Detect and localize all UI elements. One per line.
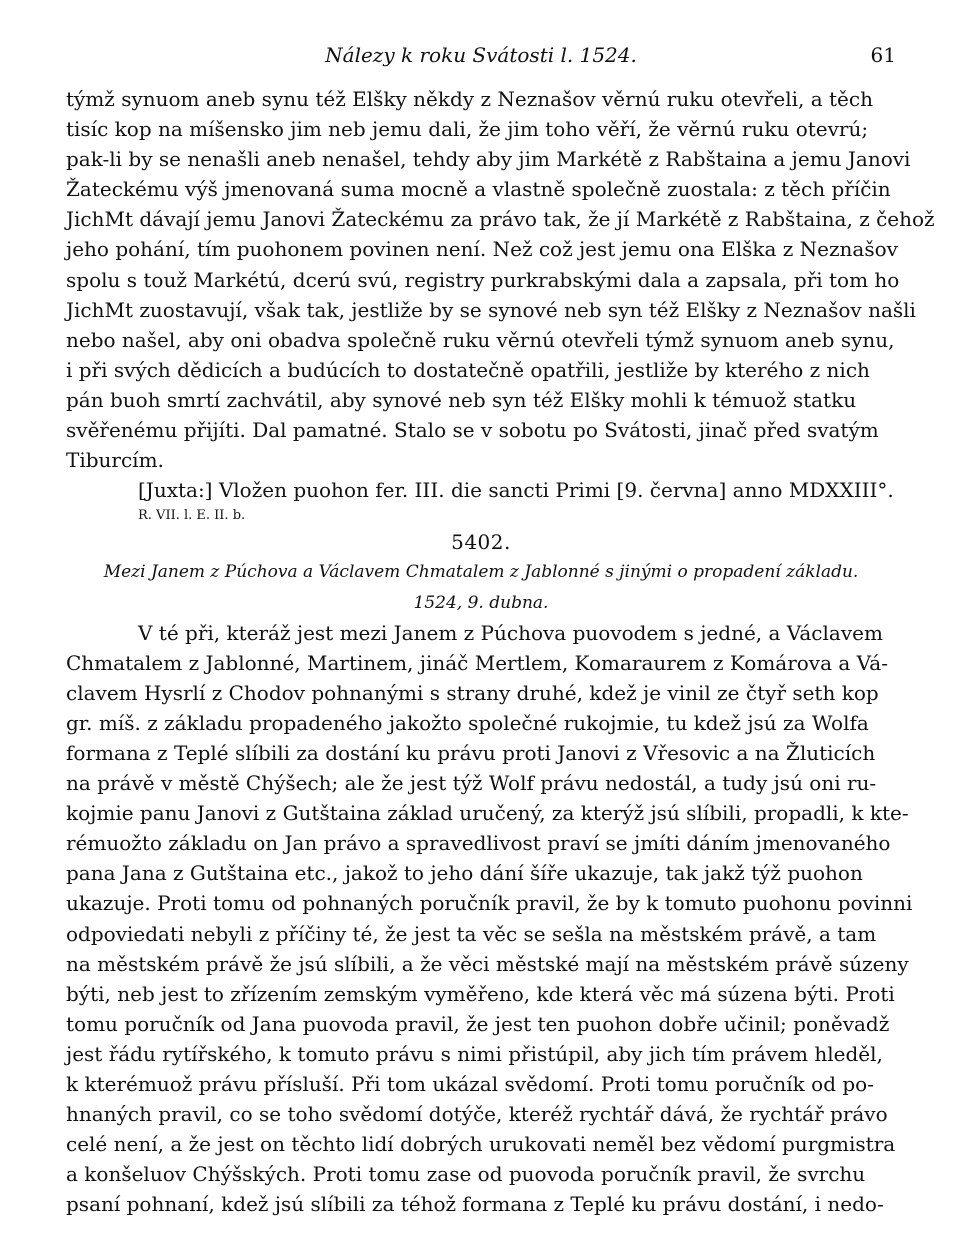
text-line: svěřenému přijíti. Dal pamatné. Stalo se v sobotu po Svátosti, jinač před svatým xyxy=(66,418,879,443)
text-line: hnaných pravil, co se toho svědomí dotýče, kteréž rychtář dává, že rychtář právo xyxy=(66,1102,888,1127)
text-line: Chmatalem z Jablonné, Martinem, jináč Mertlem, Komaraurem z Komárova a Vá- xyxy=(66,650,888,675)
text-line: týmž synuom aneb synu též Elšky někdy z Neznašov věrnú ruku otevřeli, a těch xyxy=(66,87,873,111)
text-line: nebo našel, aby oni obadva společně ruku věrnú otevřeli týmž synuom aneb synu, xyxy=(66,327,895,352)
page-number: 61 xyxy=(870,43,896,67)
entry-date: 1524, 9. dubna. xyxy=(413,592,549,613)
text-line: rémuožto základu on Jan právo a spravedlivost praví se jmíti dáním jmenovaného xyxy=(66,831,891,856)
text-line: i při svých dědicích a budúcích to dostatečně opatřili, jestliže by kterého z nich xyxy=(66,357,870,382)
entry-title: Mezi Janem z Púchova a Václavem Chmatalem z Jablonné s jinými o propadení základu. xyxy=(103,562,859,583)
text-line: Žateckému výš jmenovaná suma mocně a vlastně společně zuostala: z těch příčin xyxy=(66,177,891,202)
text-line: kojmie panu Janovi z Gutštaina základ uručený, za kterýž jsú slíbili, propadli, k kte- xyxy=(66,801,909,826)
text-line: psaní pohnaní, kdež jsú slíbili za téhož formana z Teplé ku právu dostání, i nedo- xyxy=(66,1192,884,1217)
running-head xyxy=(66,40,896,70)
running-title: Nálezy k roku Svátosti l. 1524. xyxy=(325,43,637,67)
text-line: jeho pohání, tím puohonem povinen není. Než což jest jemu ona Elška z Neznašov xyxy=(66,237,898,262)
text-line: formana z Teplé slíbili za dostání ku právu proti Janovi z Vřesovic a na Žluticích xyxy=(66,740,876,765)
text-line: celé není, a že jest on těchto lidí dobrých urukovati neměl bez vědomí purgmistra xyxy=(66,1132,896,1157)
text-line: ukazuje. Proti tomu od pohnaných poručník pravil, že by k tomuto puohonu povinni xyxy=(66,891,913,916)
register-reference: R. VII. l. E. II. b. xyxy=(138,508,246,524)
text-line: tisíc kop na míšensko jim neb jemu dali, že jim toho věří, že věrnú ruku otevrú; xyxy=(66,117,869,142)
text-line: a konšeluov Chýšských. Proti tomu zase od puovoda poručník pravil, že svrchu xyxy=(66,1162,866,1187)
text-line: clavem Hysrlí z Chodov pohnanými s strany druhé, kdež je vinil ze čtyř seth kop xyxy=(66,680,879,705)
text-line: V té při, kteráž jest mezi Janem z Púchova puovodem s jedné, a Václavem xyxy=(138,620,883,645)
text-line: jest řádu rytířského, k tomuto právu s nimi přistúpil, aby jich tím právem hleděl, xyxy=(66,1041,883,1066)
text-line: pak-li by se nenašli aneb nenašel, tehdy aby jim Markétě z Rabštaina a jemu Janovi xyxy=(66,147,911,172)
text-line: pana Jana z Gutštaina etc., jakož to jeho dání šíře ukazuje, tak jakž týž puohon xyxy=(66,861,863,886)
text-line: gr. míš. z základu propadeného jakožto společné rukojmie, tu kdež jsú za Wolfa xyxy=(66,710,869,735)
text-line: Tiburcím. xyxy=(66,448,164,473)
text-line: pán buoh smrtí zachvátil, aby synové neb syn též Elšky mohli k témuož statku xyxy=(66,387,857,412)
entry-number: 5402. xyxy=(451,530,511,555)
text-line: na právě v městě Chýšech; ale že jest týž Wolf právu nedostál, a tudy jsú oni ru- xyxy=(66,771,877,796)
text-line: odpoviedati nebyli z příčiny té, že jest ta věc se sešla na městském právě, a tam xyxy=(66,921,877,946)
text-line: tomu poručník od Jana puovoda pravil, že jest ten puohon dobře učinil; poněvadž xyxy=(66,1011,890,1036)
text-line: k kterémuož právu přísluší. Při tom ukázal svědomí. Proti tomu poručník od po- xyxy=(66,1072,874,1096)
text-line: na městském právě že jsú slíbili, a že věci městské mají na městském právě súzeny xyxy=(66,951,909,976)
text-line: JichMt dávají jemu Janovi Žateckému za právo tak, že jí Markétě z Rabštaina, z čehož xyxy=(66,207,935,232)
text-line: býti, neb jest to zřízením zemským vyměřeno, kde která věc má súzena býti. Proti xyxy=(66,981,895,1006)
text-line: JichMt zuostavují, však tak, jestliže by se synové neb syn též Elšky z Neznašov našli xyxy=(66,297,916,322)
body-text xyxy=(66,84,935,1219)
text-line: spolu s touž Markétú, dcerú svú, registry purkrabskými dala a zapsala, při tom ho xyxy=(66,267,900,292)
juxta-note: [Juxta:] Vložen puohon fer. III. die sancti Primi [9. června] anno MDXXIII°. xyxy=(138,478,894,503)
